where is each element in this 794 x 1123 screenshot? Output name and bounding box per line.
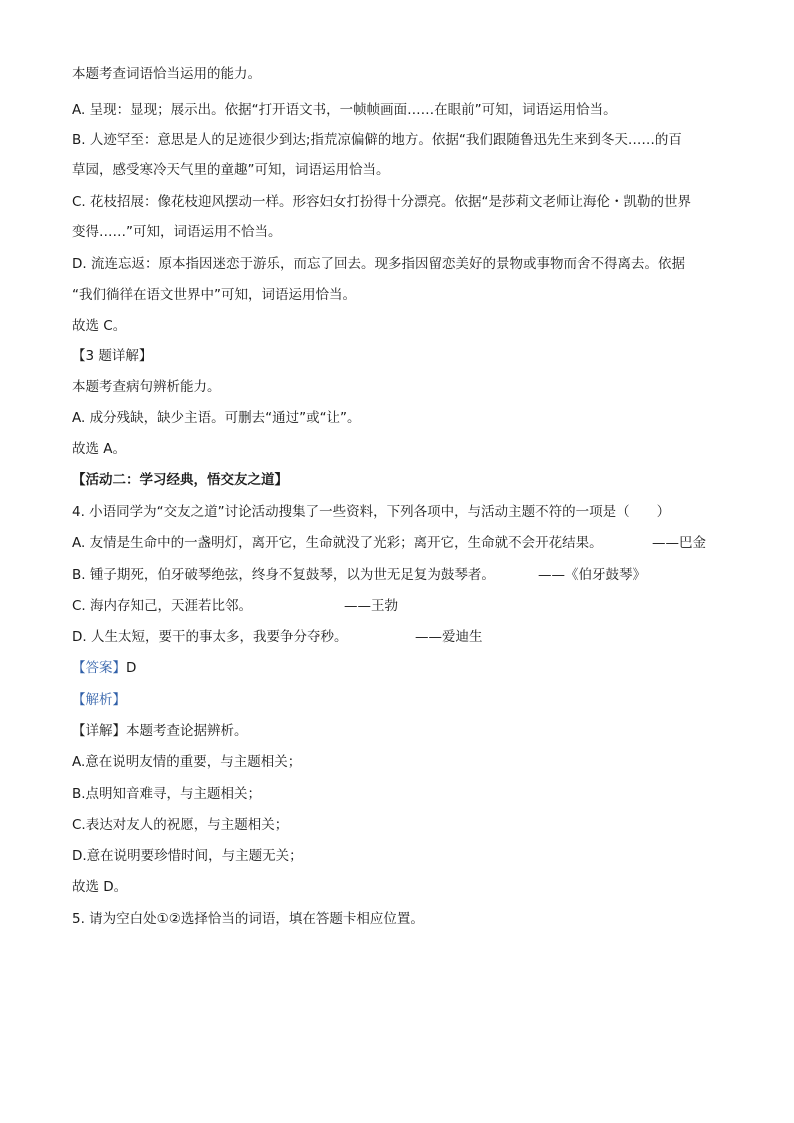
q4-option-d-source: ——爱迪生: [415, 629, 483, 645]
q2-option-b-line1: B. 人迹罕至：意思是人的足迹很少到达;指荒凉偏僻的地方。依据“我们跟随鲁迅先生来到冬天……的百: [72, 132, 682, 148]
q4-option-c-source: ——王勃: [344, 598, 398, 614]
q5-stem: 5. 请为空白处①②选择恰当的词语，填在答题卡相应位置。: [72, 911, 424, 927]
q4-explain-c: C.表达对友人的祝愿，与主题相关；: [72, 817, 289, 833]
q2-option-a: A. 呈现：显现；展示出。依据“打开语文书，一帧帧画面……在眼前”可知，词语运用恰当。: [72, 102, 617, 118]
activity2-heading: 【活动二：学习经典，悟交友之道】: [72, 472, 288, 488]
q4-explain-d: D.意在说明要珍惜时间，与主题无关；: [72, 848, 303, 864]
q2-intro: 本题考查词语恰当运用的能力。: [72, 66, 261, 82]
q4-detail-row: [72, 721, 248, 741]
q2-answer: 故选 C。: [72, 318, 127, 334]
q4-option-b-source: ——《伯牙鼓琴》: [538, 567, 646, 583]
q4-stem: 4. 小语同学为“交友之道”讨论活动搜集了一些资料，下列各项中，与活动主题不符的一项是（ ）: [72, 504, 671, 520]
q4-option-a-source: ——巴金: [652, 535, 706, 551]
q4-option-d: D. 人生太短，要干的事太多，我要争分夺秒。: [72, 629, 348, 645]
q2-option-c-line1: C. 花枝招展：像花枝迎风摆动一样。形容妇女打扮得十分漂亮。依据“是莎莉文老师让海伦・凯勒的世界: [72, 194, 692, 210]
q2-option-b-line2: 草园，感受寒冷天气里的童趣”可知，词语运用恰当。: [72, 162, 390, 178]
answer-label: 【答案】: [72, 660, 126, 676]
q4-explain-a: A.意在说明友情的重要，与主题相关；: [72, 754, 302, 770]
q4-final-answer: 故选 D。: [72, 879, 128, 895]
q3-intro: 本题考查病句辨析能力。: [72, 379, 221, 395]
q4-option-b: B. 锺子期死，伯牙破琴绝弦，终身不复鼓琴，以为世无足复为鼓琴者。: [72, 567, 495, 583]
q4-explain-b: B.点明知音难寻，与主题相关；: [72, 786, 262, 802]
q3-heading: 【3 题详解】: [72, 348, 153, 364]
q4-option-a: A. 友情是生命中的一盏明灯，离开它，生命就没了光彩；离开它，生命就不会开花结果。: [72, 535, 603, 551]
answer-value: D: [126, 660, 137, 676]
detail-label: 【详解】: [72, 723, 126, 739]
q2-option-d-line2: “我们徜徉在语文世界中”可知，词语运用恰当。: [72, 287, 356, 303]
q4-answer-row: [72, 658, 136, 678]
q2-option-c-line2: 变得……”可知，词语运用不恰当。: [72, 224, 282, 240]
detail-text: 本题考查论据辨析。: [126, 723, 248, 739]
q3-answer: 故选 A。: [72, 441, 127, 457]
q4-option-c: C. 海内存知己，天涯若比邻。: [72, 598, 253, 614]
analysis-label: 【解析】: [72, 692, 126, 708]
q3-option-a: A. 成分残缺，缺少主语。可删去“通过”或“让”。: [72, 410, 361, 426]
q2-option-d-line1: D. 流连忘返：原本指因迷恋于游乐，而忘了回去。现多指因留恋美好的景物或事物而舍不得离去。依据: [72, 256, 685, 272]
